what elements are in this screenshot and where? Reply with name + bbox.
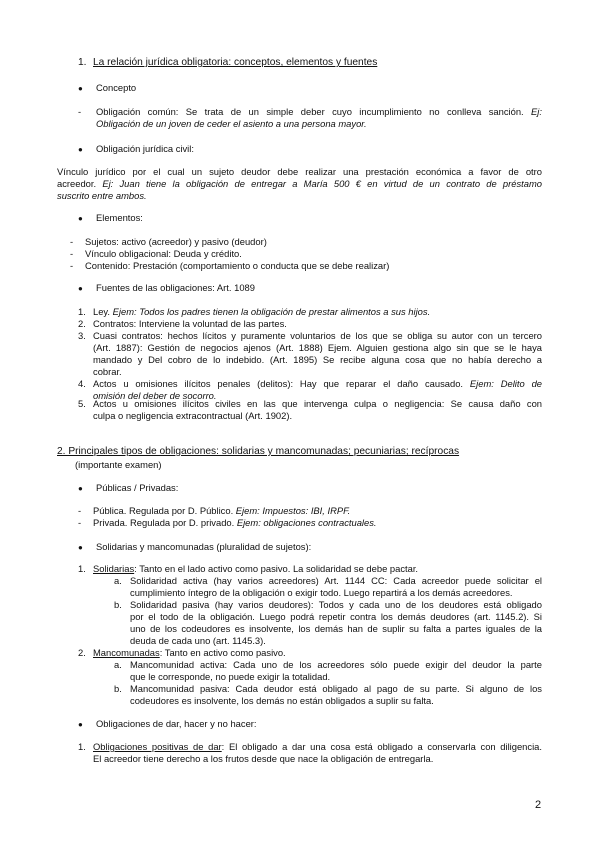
concepto-text: Obligación común: Se trata de un simple deber cuyo incumplimiento no conlleva sanción. Ej: <box>96 106 542 117</box>
dash-marker: - <box>78 517 82 528</box>
solidarias-heading: Solidarias y mancomunadas (pluralidad de sujetos): <box>96 541 312 552</box>
fuentes-item-5-line: Actos u omisiones ilícitos civiles en las que intervenga culpa o negligencia: Se causa daño con <box>93 398 542 409</box>
elementos-item: Vínculo obligacional: Deuda y crédito. <box>85 248 242 259</box>
elementos-heading: Elementos: <box>96 212 143 223</box>
fuentes-item-3-line: (Art. 1887): Gestión de negocios ajenos (Art. 1888) Ejem. Alguien gestiona algo sin que se le haya <box>93 342 542 353</box>
fuentes-heading: Fuentes de las obligaciones: Art. 1089 <box>96 282 255 293</box>
dash-marker: - <box>78 505 82 516</box>
solidarias-item-number: 1. <box>78 563 86 574</box>
mancomunadas-item: Mancomunadas: Tanto en activo como pasivo. <box>93 647 286 658</box>
obligacion-civil-text-line1: Vínculo jurídico por el cual un sujeto deudor debe realizar una prestación económica a favor de otro <box>57 166 542 177</box>
dash-marker: - <box>70 236 74 247</box>
bullet-icon: ● <box>78 543 83 552</box>
concepto-example: Obligación de un joven de ceder el asiento a una persona mayor. <box>96 118 367 129</box>
mancomunidad-pasiva-line: Mancomunidad pasiva: Cada deudor está obligado al pago de su parte. Si alguno de los <box>130 683 542 694</box>
dar-hacer-item-1-line2: El acreedor tiene derecho a los frutos desde que nace la obligación de entregarla. <box>93 753 434 764</box>
fuentes-item-number: 1. <box>78 306 86 317</box>
page-number: 2 <box>535 799 542 811</box>
solidarias-item-1: Solidarias: Tanto en el lado activo como pasivo. La solidaridad se debe pactar. <box>93 563 419 574</box>
dash-marker: - <box>70 260 74 271</box>
obligacion-civil-text-line3: suscrito entre ambos. <box>57 190 147 201</box>
mancomunidad-activa-line: que le corresponde, no puede exigir la totalidad. <box>130 671 331 682</box>
fuentes-item-4: Actos u omisiones ilícitos penales (delitos): Hay que reparar el daño causado. Ejem: Delito de <box>93 378 542 389</box>
bullet-icon: ● <box>78 720 83 729</box>
dash-marker: - <box>70 248 74 259</box>
bullet-icon: ● <box>78 145 83 154</box>
fuentes-item-number: 3. <box>78 330 86 341</box>
elementos-item: Contenido: Prestación (comportamiento o conducta que se debe realizar) <box>85 260 390 271</box>
bullet-icon: ● <box>78 284 83 293</box>
solidaridad-activa-line: cumplimiento íntegro de la obligación o exigir todo. Luego repartirá a los demás acreedores. <box>130 587 513 598</box>
fuentes-item-number: 2. <box>78 318 86 329</box>
bullet-icon: ● <box>78 84 83 93</box>
fuentes-item-number: 5. <box>78 398 86 409</box>
solidaridad-pasiva-line: uno de los codeudores es insolvente, los demás han de suplir su falta a partes iguales de la <box>130 623 542 634</box>
bullet-icon: ● <box>78 484 83 493</box>
fuentes-item-3-line: Cuasi contratos: hechos lícitos y puramente voluntarios de los que se obliga su autor con un tercero <box>93 330 542 341</box>
publicas-item-2: Privada. Regulada por D. privado. Ejem: obligaciones contractuales. <box>93 517 377 528</box>
fuentes-item-3-line: cobrar. <box>93 366 122 377</box>
fuentes-item-2: Contratos: Interviene la voluntad de las partes. <box>93 318 287 329</box>
obligacion-civil-text-line2: acreedor. Ej: Juan tiene la obligación de entregar a María 500 € en virtud de un contrato de préstamo <box>57 178 542 189</box>
publicas-item-1: Pública. Regulada por D. Público. Ejem: Impuestos: IBI, IRPF. <box>93 505 351 516</box>
section-1-number: 1. <box>78 57 87 68</box>
elementos-item: Sujetos: activo (acreedor) y pasivo (deudor) <box>85 236 267 247</box>
solidaridad-pasiva-line: Solidaridad pasiva (hay varios deudores): Todos y cada uno de los deudores está obligado <box>130 599 542 610</box>
obligacion-civil-heading: Obligación jurídica civil: <box>96 143 194 154</box>
dar-hacer-heading: Obligaciones de dar, hacer y no hacer: <box>96 718 257 729</box>
sub-item-letter: b. <box>114 599 122 610</box>
bullet-icon: ● <box>78 214 83 223</box>
publicas-heading: Públicas / Privadas: <box>96 482 179 493</box>
fuentes-item-number: 4. <box>78 378 86 389</box>
sub-item-letter: a. <box>114 659 122 670</box>
fuentes-item-4-line2: omisión del deber de socorro. <box>93 390 217 401</box>
solidarias-item-number: 2. <box>78 647 86 658</box>
solidaridad-pasiva-line: deuda de cada uno (art. 1145.3). <box>130 635 266 646</box>
sub-item-letter: b. <box>114 683 122 694</box>
solidaridad-activa-line: Solidaridad activa (hay varios acreedores) Art. 1144 CC: Cada acreedor puede solicitar el <box>130 575 542 586</box>
mancomunidad-activa-line: Mancomunidad activa: Cada uno de los acreedores sólo puede exigir del deudor la parte <box>130 659 542 670</box>
section-2-title: 2. Principales tipos de obligaciones: solidarias y mancomunadas; pecuniarias; recíprocas <box>57 446 460 457</box>
section-2-note: (importante examen) <box>75 459 162 470</box>
dar-hacer-item-number: 1. <box>78 741 86 752</box>
mancomunidad-pasiva-line: codeudores es insolvente, los demás no están obligados a suplir su falta. <box>130 695 434 706</box>
fuentes-item-3-line: mandado y Del cobro de lo indebido. (Art. 1895) Se recibe alguna cosa que no había derecho a <box>93 354 542 365</box>
dash-marker: - <box>78 106 82 117</box>
fuentes-item-1: Ley. Ejem: Todos los padres tienen la obligación de prestar alimentos a sus hijos. <box>93 306 431 317</box>
sub-item-letter: a. <box>114 575 122 586</box>
dar-hacer-item-1: Obligaciones positivas de dar: El obligado a dar una cosa está obligado a conservarla con diligencia. <box>93 741 542 752</box>
fuentes-item-5-line: culpa o negligencia extracontractual (Art. 1902). <box>93 410 293 421</box>
section-1-title: La relación jurídica obligatoria: conceptos, elementos y fuentes <box>93 57 378 68</box>
concepto-heading: Concepto <box>96 82 137 93</box>
solidaridad-pasiva-line: por el todo de la obligación. Luego podrá repetir contra los demás deudores (art. 1145.2). Si <box>130 611 542 622</box>
